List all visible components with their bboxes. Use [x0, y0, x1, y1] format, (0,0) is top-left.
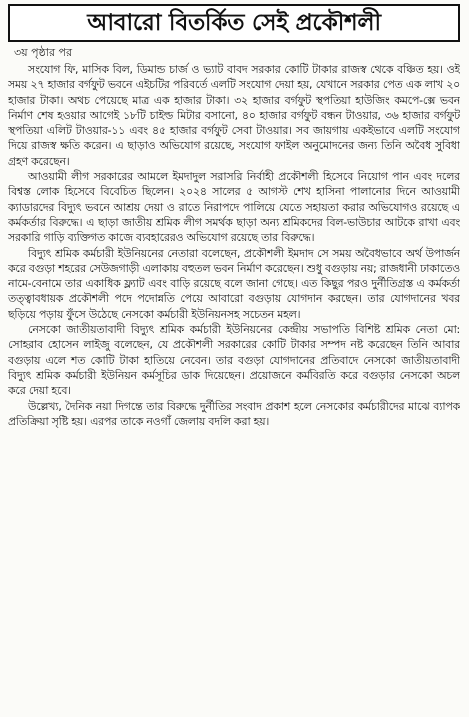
paragraph: সংযোগ ফি, মাসিক বিল, ডিমান্ড চার্জ ও ভ্যাট বাবদ সরকার কোটি টাকার রাজস্ব থেকে বঞ্চিত হয়। ওই সময় ২৭ হাজার বর্গফুট ভবনে এইচটির পরিবর্তে এলটি সংযোগ দেয়া হয়, যেখানে সরকার পেত এক লাখ ২০ হাজার টাকা। অথচ পেয়েছে মাত্র এক হাজার টাকা। ৩২ হাজার বর্গফুট স্থপতিয়া হাউজিং কমপে-ক্সে ভবন নির্মাণ শেষ হওয়ার আগেই ১৮টি চাইল্ড মিটার বসানো, ৪০ হাজার বর্গফুট বন্ধন টাওয়ার, ৩৬ হাজার বর্গফুট স্থপতিয়া এলিট টাওয়ার-১১ এবং ৪৫ হাজার বর্গফুট সেবা টাওয়ার। সব জায়গায় একইভাবে এলটি সংযোগ দিয়ে রাজস্ব ক্ষতি করেন। এ ছাড়াও অভিযোগ রয়েছে, সংযোগ ফাইল অনুমোদনের জন্য তিনি অবৈধ সুবিধা গ্রহণ করেছেন। [8, 63, 460, 168]
paragraph: উল্লেখ্য, দৈনিক নয়া দিগন্তে তার বিরুদ্ধে দুর্নীতির সংবাদ প্রকাশ হলে নেসকোর কর্মচারীদের মাঝে ব্যাপক প্রতিক্রিয়া সৃষ্টি হয়। এরপর তাকে নওগাঁ জেলায় বদলি করা হয়। [8, 399, 460, 428]
paragraph: আওয়ামী লীগ সরকারের আমলে ইমদাদুল সরাসরি নির্বাহী প্রকৌশলী হিসেবে নিয়োগ পান এবং দলের বিশ্বস্ত লোক হিসেবে বিবেচিত ছিলেন। ২০২৪ সালের ৫ আগস্ট শেখ হাসিনা পালানোর দিনে আওয়ামী ক্যাডারদের বিদ্যুৎ ভবনে আশ্রয় দেয়া ও রাতে নিরাপদে পালিয়ে যেতে সহায়তা করার অভিযোগও রয়েছে এ কর্মকর্তার বিরুদ্ধে। এ ছাড়া জাতীয় শ্রমিক লীগ সমর্থক ছাড়া অন্য শ্রমিকদের বিল-ভাউচার আটকে রাখা এবং সরকারি গাড়ি ব্যক্তিগত কাজে ব্যবহারেরও অভিযোগ রয়েছে তার বিরুদ্ধে। [8, 170, 460, 245]
headline: আবারো বিতর্কিত সেই প্রকৌশলী [87, 10, 381, 36]
paragraph: বিদ্যুৎ শ্রমিক কর্মচারী ইউনিয়নের নেতারা বলেছেন, প্রকৌশলী ইমদাদ সে সময় অবৈধভাবে অর্থ উপার্জন করে বগুড়া শহরের সেউজগাড়ী এলাকায় বহুতল ভবন নির্মাণ করেছেন। শুধু বগুড়ায় নয়; রাজধানী ঢাকাতেও নামে-বেনামে তার একাধিক ফ্ল্যাট এবং বাড়ি রয়েছে বলে জানা গেছে। এত কিছুর পরও দুর্নীতিগ্রস্ত এ কর্মকর্তা তত্ত্বাবধায়ক প্রকৌশলী পদে পদোন্নতি পেয়ে আবারো বগুড়ায় যোগদান করছেন। তার যোগদানের খবর ছড়িয়ে পড়ায় ফুঁসে উঠেছে নেসকো কর্মচারী ইউনিয়নসহ সচেতন মহল। [8, 246, 460, 321]
headline-box [8, 4, 460, 42]
paragraph: নেসকো জাতীয়তাবাদী বিদ্যুৎ শ্রমিক কর্মচারী ইউনিয়নের কেন্দ্রীয় সভাপতি বিশিষ্ট শ্রমিক নেতা মো: সোহরাব হোসেন লাইজু বলেছেন, যে প্রকৌশলী সরকারের কোটি টাকার সম্পদ নষ্ট করেছেন তিনি আবার বগুড়ায় এলে শত কোটি টাকা হাতিয়ে নেবেন। তার বগুড়া যোগদানের প্রতিবাদে নেসকো জাতীয়তাবাদী বিদ্যুৎ শ্রমিক কর্মচারী ইউনিয়ন কর্মসূচির ডাক দিয়েছেন। প্রয়োজনে কর্মবিরতি করে বগুড়ার নেসকো অচল করে দেয়া হবে। [8, 323, 460, 398]
continued-from-label: ৩য় পৃষ্ঠার পর [14, 46, 73, 59]
article-body [8, 62, 460, 712]
